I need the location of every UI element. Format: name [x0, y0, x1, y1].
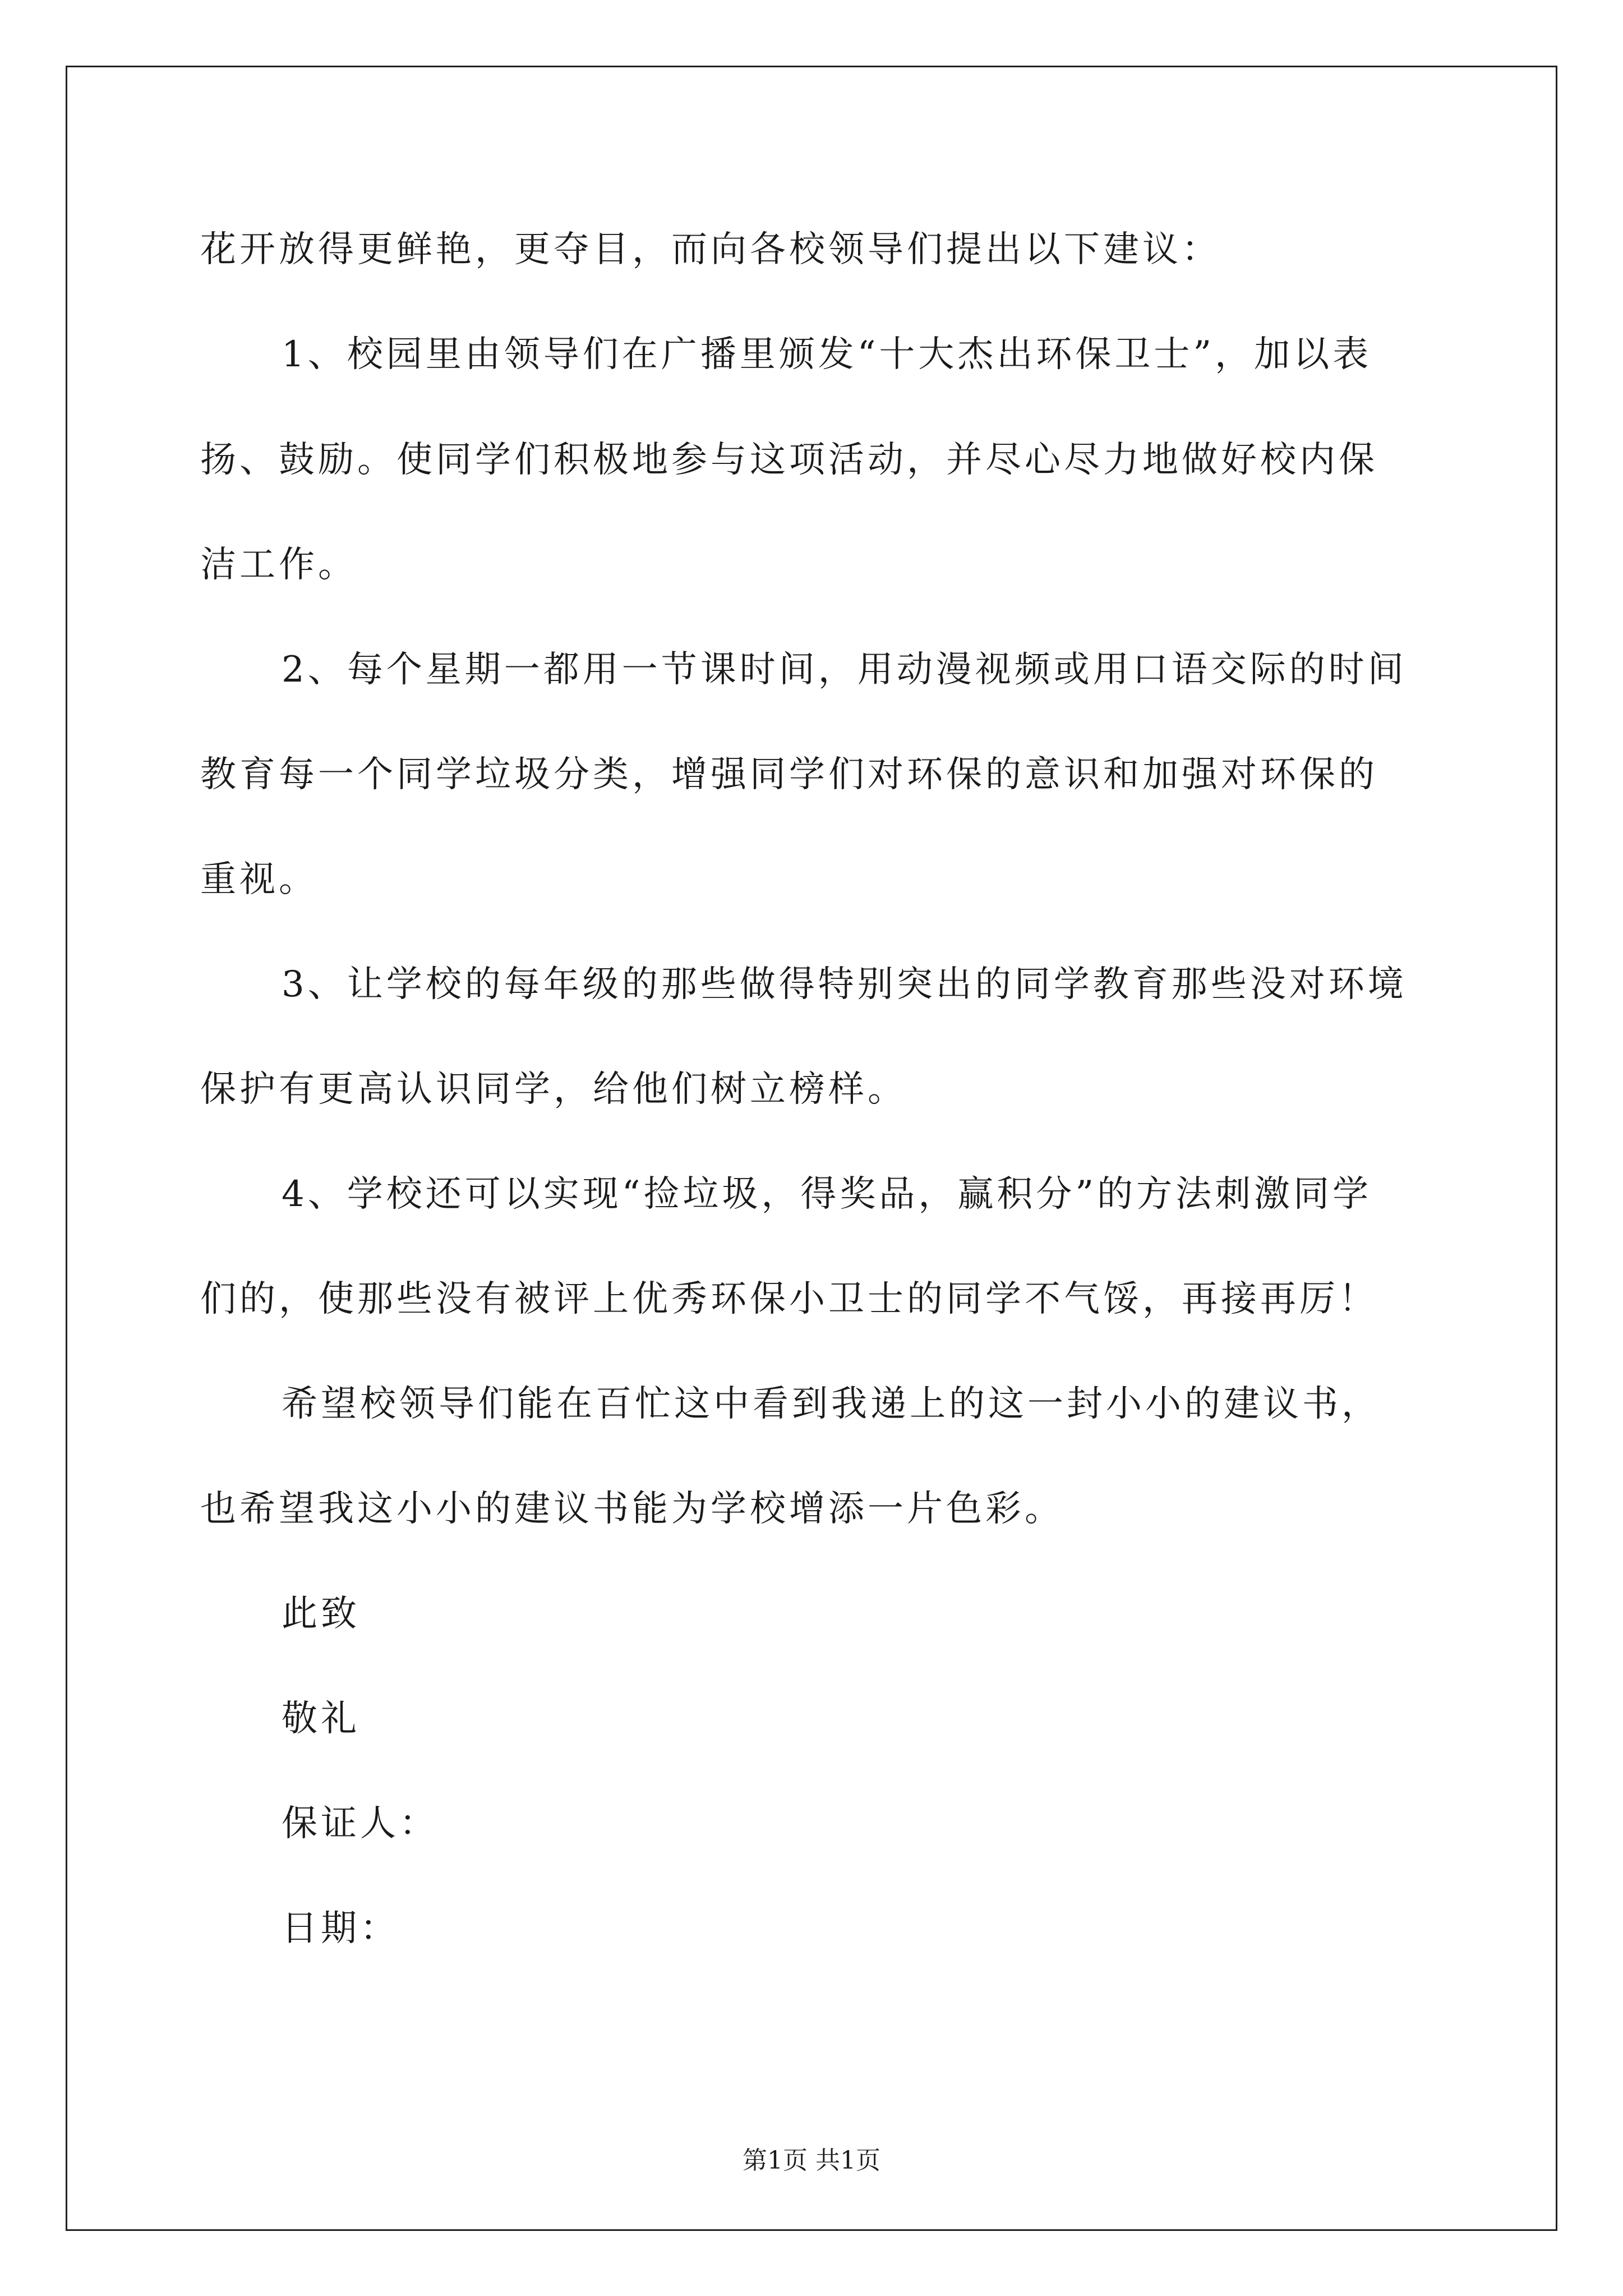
- text-line: 4、学校还可以实现“捡垃圾，得奖品，赢积分”的方法刺激同学: [282, 1174, 1372, 1215]
- closing-line: 敬礼: [282, 1698, 360, 1740]
- text-line: 3、让学校的每年级的那些做得特别突出的同学教育那些没对环境: [282, 964, 1407, 1005]
- text-line: 洁工作。: [200, 544, 357, 586]
- text-line: 1、校园里由领导们在广播里颁发“十大杰出环保卫士”，加以表: [282, 334, 1372, 375]
- text-line: 保护有更高认识同学，给他们树立榜样。: [200, 1069, 907, 1110]
- page-footer: [0, 2148, 1623, 2173]
- text-line: 花开放得更鲜艳，更夺目，而向各校领导们提出以下建议：: [200, 229, 1221, 270]
- page-number: 第1页 共1页: [743, 2146, 880, 2175]
- closing-line: 此致: [282, 1593, 360, 1635]
- page-border: [66, 66, 1557, 2231]
- text-line: 教育每一个同学垃圾分类，增强同学们对环保的意识和加强对环保的: [200, 754, 1378, 795]
- text-line: 2、每个星期一都用一节课时间，用动漫视频或用口语交际的时间: [282, 649, 1407, 691]
- text-line: 也希望我这小小的建议书能为学校增添一片色彩。: [200, 1488, 1064, 1530]
- text-line: 们的，使那些没有被评上优秀环保小卫士的同学不气馁，再接再厉！: [200, 1278, 1378, 1320]
- signature-label: 保证人：: [282, 1803, 439, 1844]
- date-label: 日期：: [282, 1908, 399, 1949]
- text-line: 重视。: [200, 859, 318, 900]
- text-line: 希望校领导们能在百忙这中看到我递上的这一封小小的建议书，: [282, 1383, 1381, 1425]
- text-line: 扬、鼓励。使同学们积极地参与这项活动，并尽心尽力地做好校内保: [200, 439, 1378, 481]
